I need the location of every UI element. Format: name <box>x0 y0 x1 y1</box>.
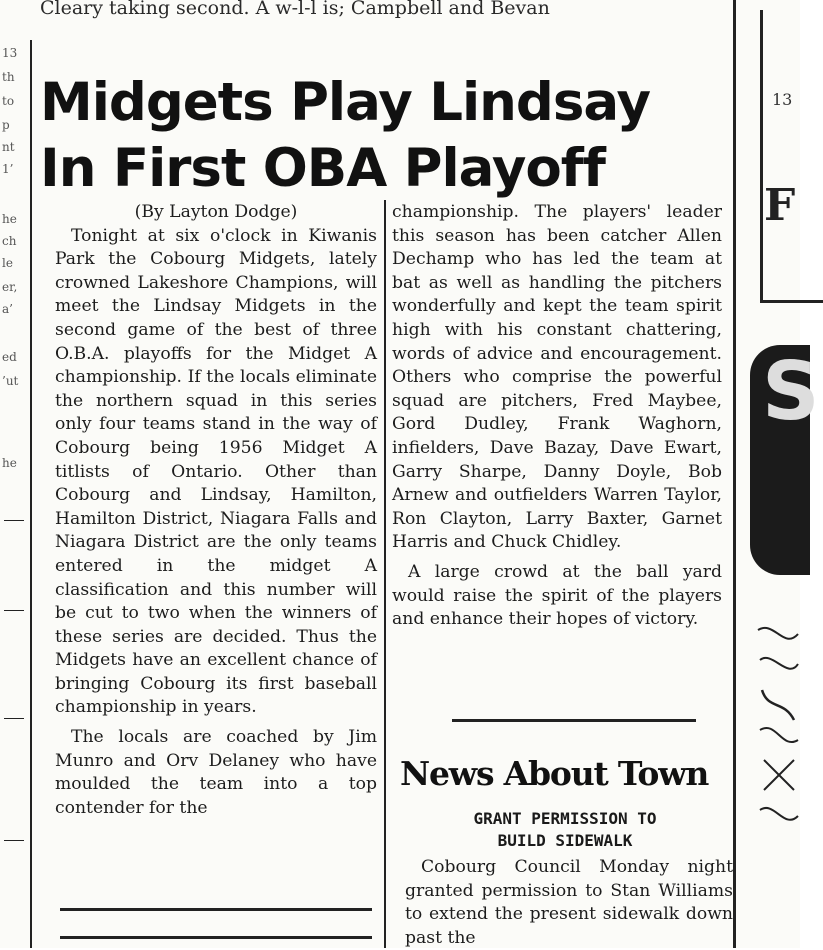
headline-line-1: Midgets Play Lindsay <box>40 72 651 133</box>
headline-line-2: In First OBA Playoff <box>40 138 605 199</box>
margin-fragment: th <box>2 70 15 84</box>
adjacent-letter-f: F <box>764 180 796 231</box>
article-paragraph: The locals are coached by Jim Munro and Orv Delaney who have moulded the team into a top contender for the <box>55 727 377 818</box>
adjacent-box-border <box>760 10 823 303</box>
article-paragraph: championship. The players' leader this season has been catcher Allen Dechamp who has led the team at bat as well as handling the pitchers wonderfully and kept the team spirit high with his constant chattering, words of advice and encouragement. Others who comprise the powerful squad are pitchers, Fred Maybee, Gord Dudley, Frank Waghorn, infielders, Dave Bazay, Dave Ewart, Garry Sharpe, Danny Doyle, Bob Arnew and outfielders Warren Taylor, Ron Clayton, Larry Baxter, Garnet Harris and Chuck Chidley. <box>392 202 722 553</box>
column-end-rule <box>60 908 372 911</box>
margin-fragment: ch <box>2 234 17 248</box>
adjacent-column-fragment <box>740 0 820 948</box>
subheading-line-2: BUILD SIDEWALK <box>497 831 633 850</box>
adjacent-illustration-fragment <box>754 620 800 850</box>
news-section-heading: News About Town <box>400 754 709 793</box>
margin-fragment: he <box>2 212 17 226</box>
right-column-rule <box>733 0 736 948</box>
article-paragraph: Tonight at six o'clock in Kiwanis Park the Cobourg Midgets, lately crowned Lakeshore Champions, will meet the Lindsay Midgets in the second game of the best of three O.B.A. playoffs for the Midget A championship. If the locals eliminate the northern squad in this series only four teams stand in the way of Cobourg being 1956 Midget A titlists of Ontario. Other than Cobourg and Lindsay, Hamilton, Hamilton District, Niagara Falls and Niagara District are the only teams entered in the midget A classification and this number will be cut to two when the winners of these series are decided. Thus the Midgets have an excellent chance of bringing Cobourg its first baseball championship in years. <box>55 225 377 718</box>
section-divider-rule <box>452 719 696 722</box>
margin-fragment: er, <box>2 280 18 294</box>
news-item-body <box>405 856 733 950</box>
margin-fragment: ’ut <box>2 374 19 388</box>
article-left-column <box>55 201 377 820</box>
column-end-rule <box>60 936 372 939</box>
margin-fragment: 1’ <box>2 162 14 176</box>
news-subheading <box>400 808 730 852</box>
margin-tick <box>4 718 24 719</box>
margin-fragment: ed <box>2 350 17 364</box>
margin-tick <box>4 840 24 841</box>
margin-tick <box>4 610 24 611</box>
byline: (By Layton Dodge) <box>134 202 298 222</box>
article-middle-column <box>392 201 722 632</box>
margin-fragment: 13 <box>2 46 18 60</box>
subheading-line-1: GRANT PERMISSION TO <box>473 809 657 828</box>
margin-fragment: a’ <box>2 302 13 316</box>
margin-fragment: to <box>2 94 15 108</box>
previous-article-last-line: Cleary taking second. A w‑l‑l is; Campbell and Bevan <box>40 0 550 19</box>
news-paragraph: Cobourg Council Monday night granted permission to Stan Williams to extend the present sidewalk down past the <box>405 857 733 948</box>
margin-tick <box>4 520 24 521</box>
center-column-rule <box>384 200 386 948</box>
adjacent-letter-s: S <box>762 345 820 438</box>
margin-fragment: he <box>2 456 17 470</box>
margin-fragment: le <box>2 256 13 270</box>
adjacent-number: 13 <box>772 90 793 109</box>
margin-fragment: nt <box>2 140 15 154</box>
left-column-rule <box>30 40 32 948</box>
article-paragraph: A large crowd at the ball yard would raise the spirit of the players and enhance their hopes of victory. <box>392 561 722 630</box>
article-headline <box>40 70 720 202</box>
margin-fragment: p <box>2 118 10 132</box>
